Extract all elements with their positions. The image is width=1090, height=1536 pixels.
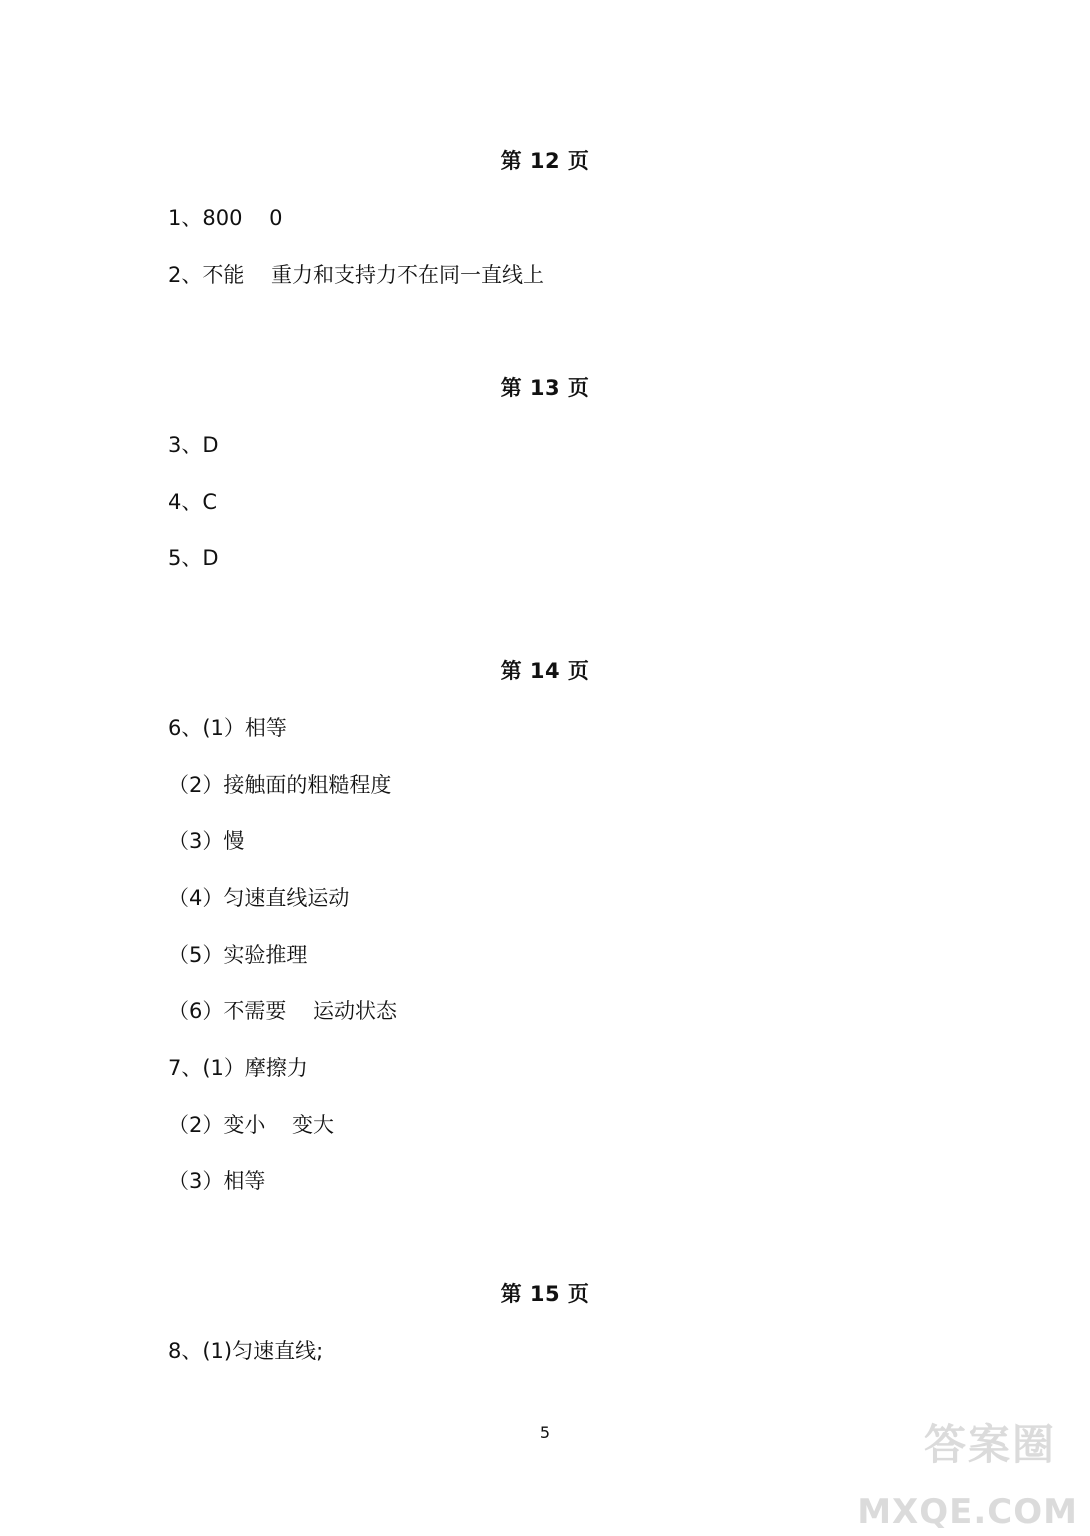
section-heading-page-14: 第 14 页 xyxy=(500,659,590,683)
watermark-text: 答案圈 xyxy=(924,1420,1057,1469)
section-heading-page-13: 第 13 页 xyxy=(500,376,590,400)
answer-line: （5）实验推理 xyxy=(168,943,308,967)
page-number: 5 xyxy=(539,1423,551,1442)
answer-line: （3）相等 xyxy=(168,1169,266,1193)
answer-line: （3）慢 xyxy=(168,829,245,853)
watermark-logo xyxy=(857,1412,1084,1532)
section-heading-page-15: 第 15 页 xyxy=(500,1282,590,1306)
answer-line: 3、D xyxy=(168,433,219,457)
answer-line: 4、C xyxy=(168,490,218,514)
answer-line: （2）接触面的粗糙程度 xyxy=(168,773,392,797)
answer-line: （4）匀速直线运动 xyxy=(168,886,350,910)
answer-line: （2）变小 变大 xyxy=(168,1113,335,1137)
answer-line: 2、不能 重力和支持力不在同一直线上 xyxy=(168,263,545,287)
answer-line: 5、D xyxy=(168,546,219,570)
watermark-url: MXQE.COM xyxy=(857,1492,1078,1532)
section-heading-page-12: 第 12 页 xyxy=(500,149,590,173)
answer-line: 6、(1）相等 xyxy=(168,716,287,740)
answer-line: 8、(1)匀速直线; xyxy=(168,1339,324,1363)
answer-line: 1、800 0 xyxy=(168,206,283,230)
answer-line: 7、(1）摩擦力 xyxy=(168,1056,308,1080)
answer-line: （6）不需要 运动状态 xyxy=(168,999,398,1023)
